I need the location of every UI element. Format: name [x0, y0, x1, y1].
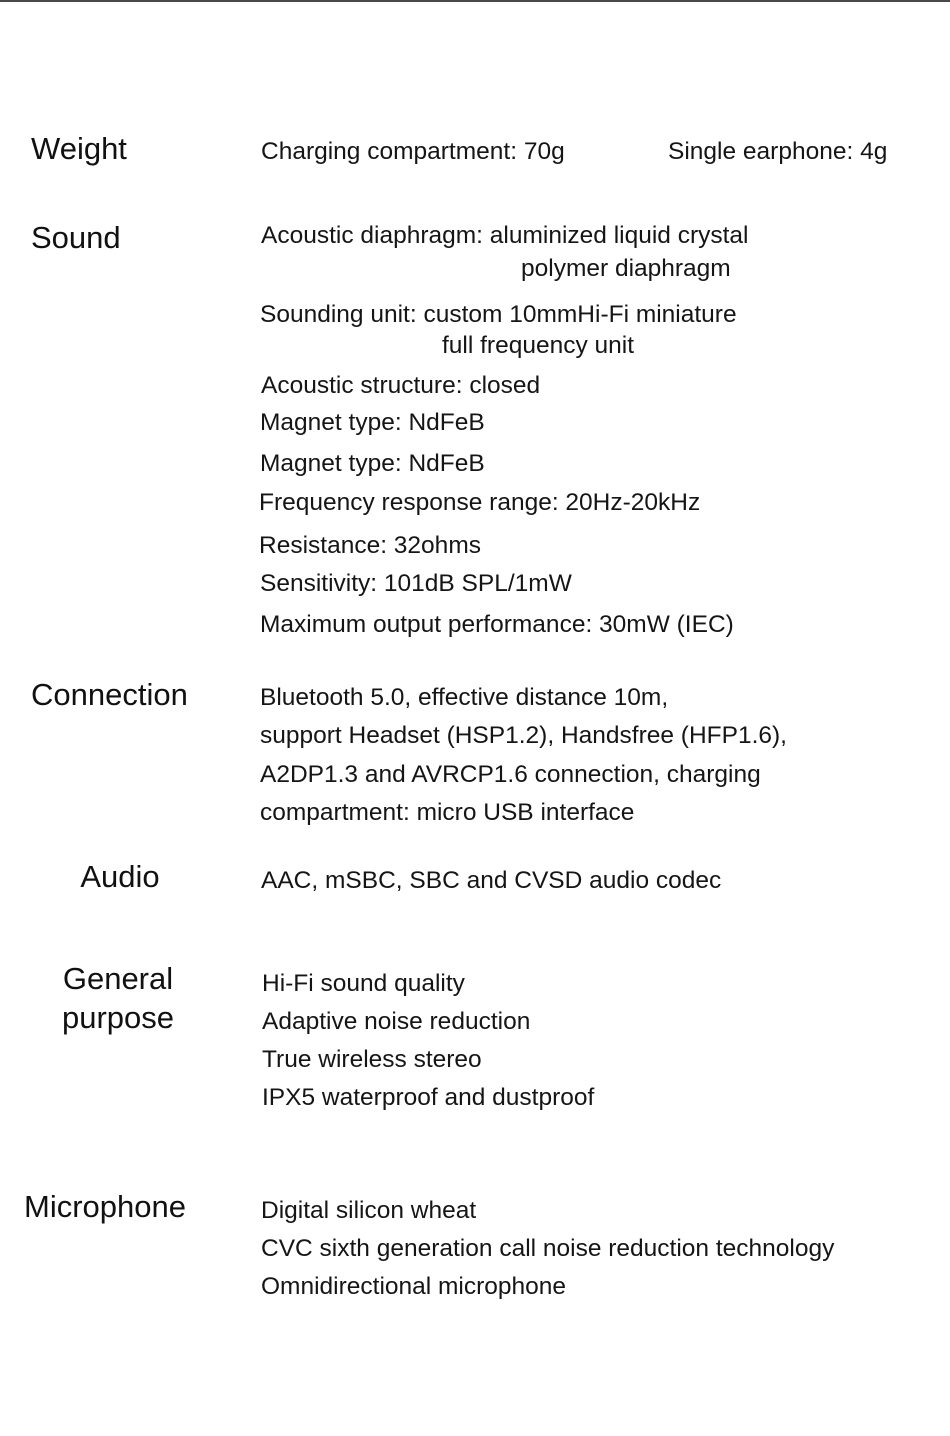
- audio-label: Audio: [80, 859, 160, 894]
- sound-label: Sound: [31, 220, 121, 255]
- general-purpose-line: True wireless stereo: [262, 1046, 482, 1073]
- connection-label: Connection: [31, 677, 188, 712]
- sound-structure: Acoustic structure: closed: [261, 372, 541, 399]
- sound-diaphragm-line2: polymer diaphragm: [521, 255, 731, 282]
- sound-resistance: Resistance: 32ohms: [259, 532, 481, 559]
- weight-charging-compartment: Charging compartment: 70g: [261, 138, 565, 165]
- microphone-line: Omnidirectional microphone: [261, 1273, 567, 1300]
- general-purpose-line: IPX5 waterproof and dustproof: [262, 1084, 595, 1111]
- microphone-line: Digital silicon wheat: [261, 1197, 477, 1224]
- weight-label: Weight: [31, 131, 127, 166]
- microphone-line: CVC sixth generation call noise reduction technology: [261, 1235, 835, 1262]
- microphone-label: Microphone: [24, 1189, 186, 1224]
- sound-max-output: Maximum output performance: 30mW (IEC): [260, 611, 734, 638]
- general-purpose-line: Hi-Fi sound quality: [262, 970, 465, 997]
- connection-line: compartment: micro USB interface: [260, 799, 635, 826]
- connection-line: A2DP1.3 and AVRCP1.6 connection, charging: [260, 761, 761, 788]
- sound-frequency: Frequency response range: 20Hz-20kHz: [259, 489, 701, 516]
- general-purpose-label-line2: purpose: [61, 1000, 175, 1035]
- sound-diaphragm-line1: Acoustic diaphragm: aluminized liquid crystal: [261, 222, 749, 249]
- sound-unit-line1: Sounding unit: custom 10mmHi-Fi miniature: [260, 301, 737, 328]
- audio-value: AAC, mSBC, SBC and CVSD audio codec: [261, 867, 722, 894]
- sound-unit-line2: full frequency unit: [442, 332, 635, 359]
- top-divider: [0, 0, 950, 2]
- sound-magnet-1: Magnet type: NdFeB: [260, 409, 485, 436]
- sound-magnet-2: Magnet type: NdFeB: [260, 450, 485, 477]
- connection-line: support Headset (HSP1.2), Handsfree (HFP1.6),: [260, 722, 787, 749]
- general-purpose-label-line1: General: [62, 961, 174, 996]
- weight-single-earphone: Single earphone: 4g: [668, 138, 888, 165]
- sound-sensitivity: Sensitivity: 101dB SPL/1mW: [260, 570, 572, 597]
- connection-line: Bluetooth 5.0, effective distance 10m,: [260, 684, 669, 711]
- general-purpose-line: Adaptive noise reduction: [262, 1008, 531, 1035]
